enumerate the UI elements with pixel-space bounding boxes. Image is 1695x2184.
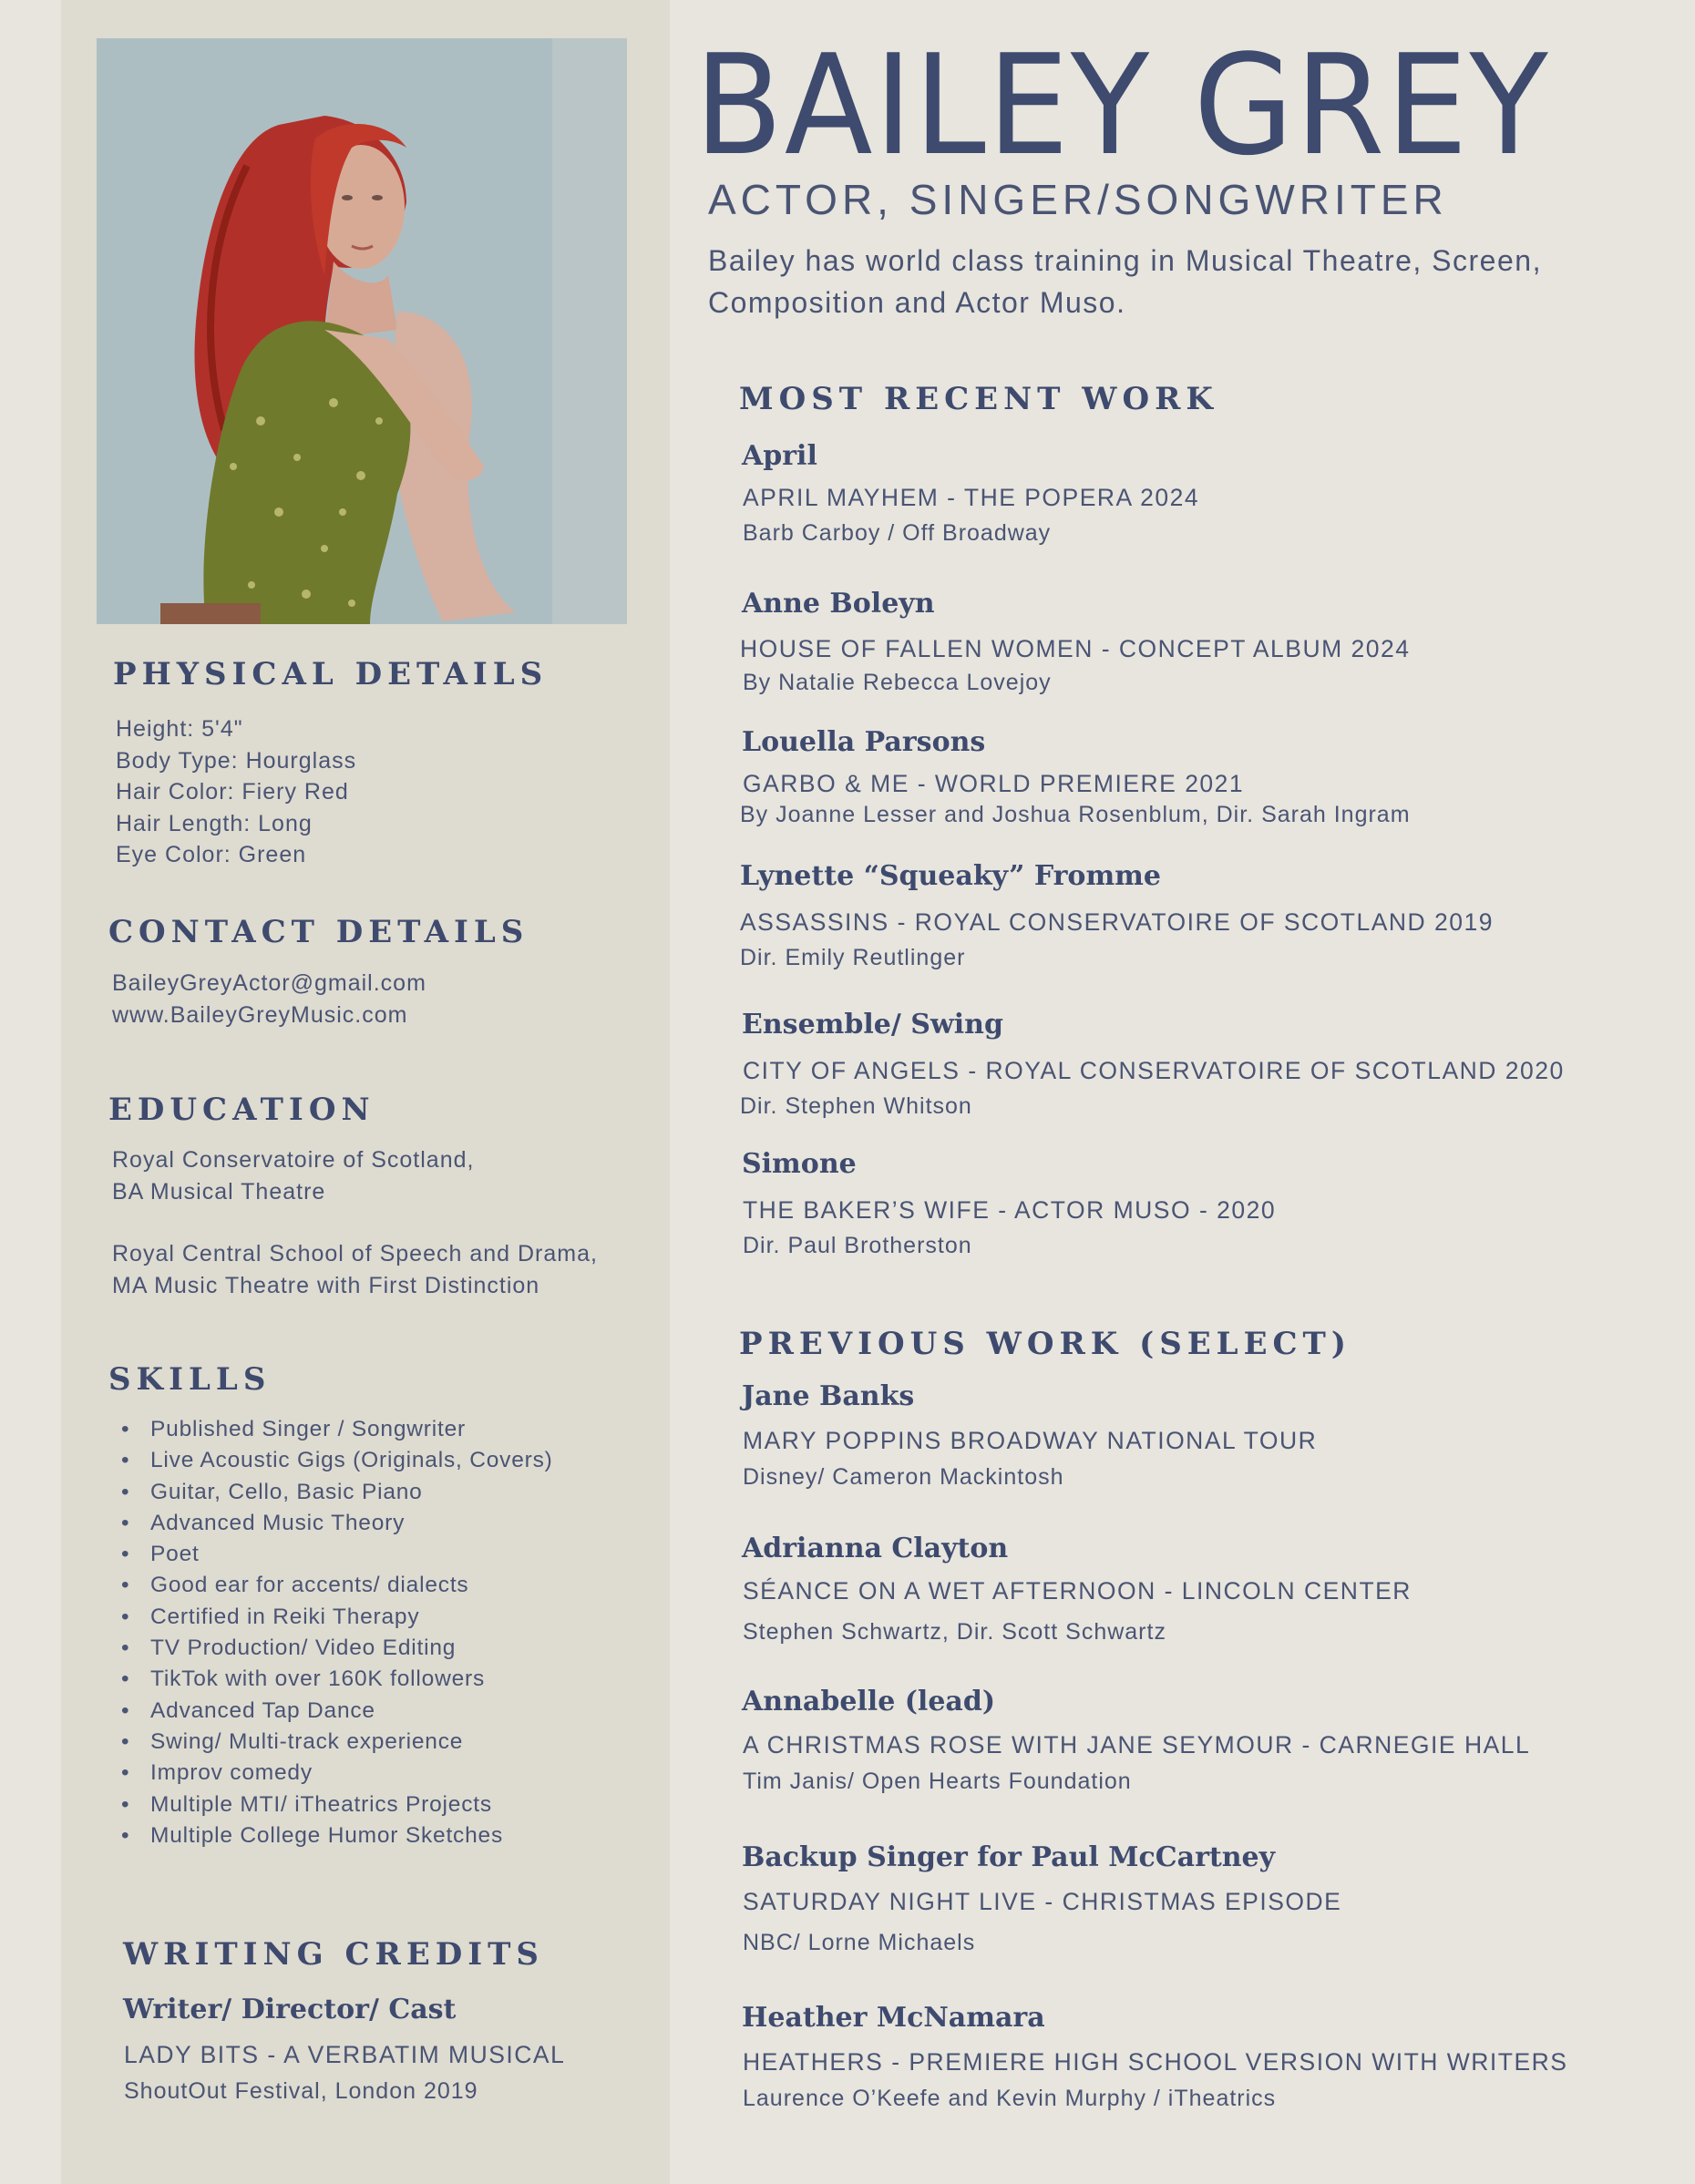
headshot-photo <box>97 38 627 624</box>
work-production: A CHRISTMAS ROSE WITH JANE SEYMOUR - CARNEGIE HALL <box>743 1731 1531 1758</box>
list-item: • Guitar, Cello, Basic Piano <box>121 1477 553 1508</box>
email-link[interactable]: BaileyGreyActor@gmail.com <box>112 970 426 996</box>
physical-details-heading: PHYSICAL DETAILS <box>113 656 549 692</box>
list-item: • Good ear for accents/ dialects <box>121 1570 553 1601</box>
work-production: GARBO & ME - WORLD PREMIERE 2021 <box>743 770 1245 797</box>
education-heading: EDUCATION <box>108 1092 375 1128</box>
list-item: Height: 5'4" <box>116 716 243 742</box>
list-item: Body Type: Hourglass <box>116 747 357 774</box>
work-role: Lynette “Squeaky” Fromme <box>740 860 1162 892</box>
education-item <box>112 1238 598 1301</box>
list-item: • Multiple MTI/ iTheatrics Projects <box>121 1789 553 1820</box>
list-item: • Poet <box>121 1539 553 1570</box>
work-production: SATURDAY NIGHT LIVE - CHRISTMAS EPISODE <box>743 1888 1342 1915</box>
writing-credit: ShoutOut Festival, London 2019 <box>124 2078 478 2104</box>
work-production: THE BAKER’S WIFE - ACTOR MUSO - 2020 <box>743 1196 1277 1224</box>
work-production: SÉANCE ON A WET AFTERNOON - LINCOLN CENTER <box>743 1577 1412 1605</box>
work-credit: Dir. Paul Brotherston <box>743 1233 972 1258</box>
education-degree: MA Music Theatre with First Distinction <box>112 1272 540 1298</box>
work-credit: NBC/ Lorne Michaels <box>743 1930 976 1955</box>
writing-production: LADY BITS - A VERBATIM MUSICAL <box>124 2041 566 2068</box>
writing-credits-heading: WRITING CREDITS <box>123 1936 544 1973</box>
education-item <box>112 1144 474 1207</box>
subtitle: ACTOR, SINGER/SONGWRITER <box>708 176 1448 223</box>
page-title: BAILEY GREY <box>694 25 1550 186</box>
website-link[interactable]: www.BaileyGreyMusic.com <box>112 1001 408 1028</box>
education-school: Royal Conservatoire of Scotland, <box>112 1147 475 1173</box>
work-credit: By Natalie Rebecca Lovejoy <box>743 670 1052 695</box>
work-credit: Stephen Schwartz, Dir. Scott Schwartz <box>743 1619 1166 1645</box>
list-item: • Multiple College Humor Sketches <box>121 1820 553 1851</box>
work-credit: Dir. Emily Reutlinger <box>740 945 966 970</box>
work-production: ASSASSINS - ROYAL CONSERVATOIRE OF SCOTLAND 2019 <box>740 908 1494 936</box>
education-degree: BA Musical Theatre <box>112 1178 326 1205</box>
work-credit: Tim Janis/ Open Hearts Foundation <box>743 1769 1132 1794</box>
skills-list <box>121 1414 553 1851</box>
work-credit: By Joanne Lesser and Joshua Rosenblum, Dir. Sarah Ingram <box>740 802 1411 827</box>
list-item: • Swing/ Multi-track experience <box>121 1727 553 1758</box>
contact-details-heading: CONTACT DETAILS <box>108 914 529 950</box>
work-role: Anne Boleyn <box>742 588 935 620</box>
work-credit: Disney/ Cameron Mackintosh <box>743 1464 1064 1490</box>
list-item: • Live Acoustic Gigs (Originals, Covers) <box>121 1445 553 1476</box>
physical-details-list <box>116 713 356 871</box>
list-item: • Published Singer / Songwriter <box>121 1414 553 1445</box>
list-item: Hair Length: Long <box>116 810 313 836</box>
list-item: Eye Color: Green <box>116 842 307 867</box>
work-role: April <box>742 440 817 472</box>
work-credit: Laurence O’Keefe and Kevin Murphy / iTheatrics <box>743 2086 1277 2111</box>
list-item: • Certified in Reiki Therapy <box>121 1602 553 1633</box>
work-production: HOUSE OF FALLEN WOMEN - CONCEPT ALBUM 2024 <box>740 635 1411 662</box>
list-item: • Advanced Tap Dance <box>121 1696 553 1727</box>
work-role: Annabelle (lead) <box>742 1686 996 1717</box>
writing-role: Writer/ Director/ Cast <box>123 1994 457 2025</box>
work-role: Jane Banks <box>742 1380 915 1412</box>
skills-heading: SKILLS <box>108 1361 272 1398</box>
list-item: • Improv comedy <box>121 1758 553 1789</box>
work-role: Simone <box>742 1148 857 1180</box>
work-production: MARY POPPINS BROADWAY NATIONAL TOUR <box>743 1427 1318 1454</box>
bio-text: Bailey has world class training in Musical Theatre, Screen, Composition and Actor Muso. <box>708 244 1542 319</box>
work-credit: Barb Carboy / Off Broadway <box>743 520 1052 546</box>
work-role: Adrianna Clayton <box>742 1533 1009 1564</box>
work-production: HEATHERS - PREMIERE HIGH SCHOOL VERSION WITH WRITERS <box>743 2048 1568 2076</box>
work-role: Backup Singer for Paul McCartney <box>742 1841 1276 1873</box>
work-role: Louella Parsons <box>742 726 986 758</box>
work-production: APRIL MAYHEM - THE POPERA 2024 <box>743 484 1200 511</box>
work-credit: Dir. Stephen Whitson <box>740 1093 972 1119</box>
list-item: • Advanced Music Theory <box>121 1508 553 1539</box>
work-role: Heather McNamara <box>742 2002 1045 2034</box>
most-recent-work-heading: MOST RECENT WORK <box>739 381 1218 417</box>
contact-details-list <box>112 968 426 1030</box>
list-item: • TV Production/ Video Editing <box>121 1633 553 1664</box>
list-item: • TikTok with over 160K followers <box>121 1664 553 1695</box>
education-school: Royal Central School of Speech and Drama, <box>112 1241 598 1266</box>
work-role: Ensemble/ Swing <box>742 1009 1003 1041</box>
work-production: CITY OF ANGELS - ROYAL CONSERVATOIRE OF SCOTLAND 2020 <box>743 1057 1565 1084</box>
previous-work-heading: PREVIOUS WORK (SELECT) <box>739 1326 1351 1362</box>
list-item: Hair Color: Fiery Red <box>116 779 349 805</box>
